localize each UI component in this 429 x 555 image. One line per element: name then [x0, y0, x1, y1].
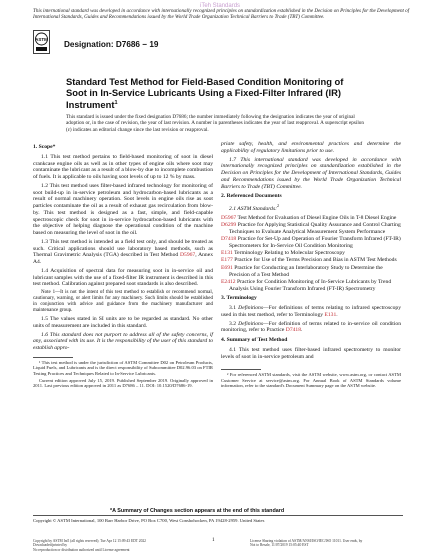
license-footer-left: Copyright by ASTM Int'l (all rights reserved); Tue Apr 12 15:09:43 EDT 2022 Downloaded/printed by No reproduction or distribution authorized until License agreement	[33, 539, 146, 552]
reference-item	[221, 257, 401, 264]
license-footer-right: License Sharing violation of ASTM/ANSI/ISO/IEC/ISO 11011. User ends, by Not to Resale, 11/07/2019 15:05:40 EST	[250, 539, 363, 548]
para-3-2-text: —For definition of terms related to in-service oil condition monitoring, refer to Practice	[221, 320, 402, 334]
scope-heading: 1. Scope*	[33, 144, 56, 150]
reference-item	[221, 279, 401, 293]
para-3-1: 3.1 Definitions—For definitions of terms relating to infrared spectroscopy used in this test method, refer to Terminology E131.	[221, 305, 401, 318]
para-2-1-text: 2.1 ASTM Standards:	[229, 205, 278, 212]
link-e131[interactable]: E131	[324, 311, 337, 318]
watermark: iTeh Standards	[200, 3, 241, 9]
footnote-1: ¹ This test method is under the jurisdiction of ASTM Committee D02 on Petroleum Products, Liquid Fuels, and Lubricants and is the direct responsibility of Subcommittee D02.96.03 on FTIR Testing Practices and Techniques Related to In-Service Lubricants.	[33, 359, 213, 376]
reference-list	[221, 215, 401, 293]
summary-heading: 4. Summary of Test Method	[221, 337, 288, 344]
para-3-2-num: 3.2	[229, 320, 239, 327]
reference-item	[221, 222, 401, 236]
para-1-4: 1.4 Acquisition of spectral data for measuring soot in in-service oil and lubricant samples with the use of a fixed-filter IR instrument is described in this test method. Calibration against prepared soot standards is also described.	[33, 267, 213, 288]
para-3-1-num: 3.1	[229, 305, 239, 312]
para-1-3	[33, 239, 213, 266]
footnote-divider	[33, 357, 73, 358]
para-4-1: 4.1 This test method uses filter-based infrared spectrometry to monitor levels of soot in in-service petroleum and	[221, 346, 401, 360]
summary-of-changes-note: *A Summary of Changes section appears at the end of this standard	[110, 508, 285, 514]
para-3-1-text: —For definitions of terms relating to infrared spectroscopy used in this test method, refer to Terminology	[221, 305, 401, 318]
reference-code[interactable]: E131	[221, 250, 233, 257]
para-1-7: 1.7 This international standard was developed in accordance with internationally recognized principles on standardization established in the Decision on Principles for the Development of International Standards, Guides and Recommendations issued by the World Trade Organization Technical Barriers to Trade (TBT) Committee.	[221, 156, 401, 190]
copyright-line: Copyright © ASTM International, 100 Barr Harbor Drive, PO Box C700, West Conshohocken, PA 19428-2959. United States	[33, 518, 265, 523]
reference-title: Test Method for Evaluation of Diesel Engine Oils in T-8 Diesel Engine	[236, 214, 397, 221]
reference-code[interactable]: D5967	[221, 214, 237, 221]
para-3-2-term: Definitions	[238, 320, 264, 327]
para-1-3-end: , Annex A4.	[33, 252, 213, 265]
reference-item	[221, 250, 401, 257]
para-1-3-text: 1.3 This test method is intended as a field test only, and should be treated as such. Critical applications should use laboratory based methods, such as Thermal Gravimetric Analysis (TGA) described in Test Method	[33, 238, 213, 259]
reference-code[interactable]: D6299	[221, 221, 237, 228]
title-text: Standard Test Method for Field-Based Condition Monitoring of Soot in In-Service Lubricants Using a Fixed-Filter Infrared (IR) Instrument	[66, 76, 344, 111]
reference-title: Terminology Relating to Molecular Spectroscopy	[232, 250, 345, 257]
reference-title: Practice for Condition Monitoring of In-Service Lubricants by Trend Analysis Using Fourier Transform Infrared (FT-IR) Spectrometry	[229, 278, 392, 292]
international-notice: This international standard was developed in accordance with internationally recognized principles on standardization established in the Decision on Principles for the Development of International Standards, Guides and Recommendations issued by the World Trade Organization Technical Barriers to Trade (TBT) Committee.	[33, 8, 410, 21]
designation-notice: This standard is issued under the fixed designation D7686; the number immediately following the designation indicates the year of original adoption or, in the case of revision, the year of last revision. A number in parentheses indicates the year of last reapproval. A superscript epsilon (ε) indicates an editorial change since the last revision or reapproval.	[66, 114, 364, 133]
reference-title: Practice for Use of the Terms Precision and Bias in ASTM Test Methods	[232, 257, 397, 264]
reference-title: Practice for Applying Statistical Quality Assurance and Control Charting Techniques to Evaluate Analytical Measurement System Performance	[229, 221, 401, 235]
astm-logo-icon	[33, 30, 50, 54]
terminology-heading: 3. Terminology	[221, 295, 257, 302]
link-d5967[interactable]: D5967	[179, 252, 196, 259]
reference-code[interactable]: D7418	[221, 236, 237, 243]
document-title	[66, 76, 366, 110]
para-1-1: 1.1 This test method pertains to field-based monitoring of soot in diesel crankcase engine oils as well as in other types of engine oils where soot may contaminate the lubricant as a result of a blow-by due to incomplete combustion of fuels. It is applicable to oils having soot levels of up to 12 % by mass.	[33, 153, 213, 180]
referenced-documents-heading: 2. Referenced Documents	[221, 193, 282, 200]
page-number: 1	[212, 537, 215, 543]
para-1-2: 1.2 This test method uses filter-based infrared technology for monitoring of soot build-up in in-service petroleum and hydrocarbon-based lubricants as a result of normal machinery operation. Soot levels in engine oils rise as soot particles contaminate the oil as a result of exhaust gas recirculation from blow-by. This test method is designed as a fast, simple, and field-capable spectroscopic check for soot in in-service hydrocarbon-based lubricants with the objective of helping diagnose the operational condition of the machine based on measuring the level of soot in the oil.	[33, 182, 213, 236]
footer-rule	[33, 515, 403, 516]
reference-code[interactable]: E2412	[221, 278, 236, 285]
para-1-6-continued: priate safety, health, and environmental practices and determine the applicability of regulatory limitations prior to use.	[221, 141, 401, 154]
footnote-1-edition: Current edition approved July 15, 2019. Published September 2019. Originally approved in 2011. Last previous edition approved in 2011 as D7686 – 11. DOI: 10.1520/D7686-19.	[33, 377, 213, 389]
reference-title: Practice for Set-Up and Operation of Fourier Transform Infrared (FT-IR) Spectrometers for In-Service Oil Condition Monitoring	[229, 236, 401, 249]
note-1: Note 1—It is not the intent of this test method to establish or recommend normal, cautionary, warning, or alert limits for any machinery. Such limits should be established in conjunction with advice and guidance from the machinery manufacturer and maintenance group.	[33, 290, 213, 313]
para-1-6: 1.6 This standard does not purport to address all of the safety concerns, if any, associated with its use. It is the responsibility of the user of this standard to establish appro-	[33, 331, 213, 351]
reference-item	[221, 236, 401, 250]
para-2-1	[221, 203, 401, 213]
reference-code[interactable]: E691	[221, 264, 233, 271]
left-column	[33, 141, 213, 391]
reference-title: Practice for Conducting an Interlaboratory Study to Determine the Precision of a Test Method	[229, 264, 383, 278]
svg-text:ASTM: ASTM	[35, 37, 48, 42]
right-column	[221, 141, 401, 391]
para-1-5: 1.5 The values stated in SI units are to be regarded as standard. No other units of measurement are included in this standard.	[33, 316, 213, 329]
reference-code[interactable]: E177	[221, 257, 233, 264]
reference-item	[221, 265, 401, 279]
para-3-2: 3.2 Definitions—For definition of terms related to in-service oil condition monitoring, refer to Practice D7418.	[221, 320, 402, 334]
designation: Designation: D7686 − 19	[64, 40, 159, 49]
reference-item	[221, 215, 401, 222]
footnote-2-marker: 2	[277, 203, 280, 208]
para-3-1-term: Definitions	[238, 305, 264, 312]
title-footnote-marker: 1	[114, 100, 118, 106]
footnote-2: ² For referenced ASTM standards, visit the ASTM website, www.astm.org, or contact ASTM Customer Service at service@astm.org. For Annual Book of ASTM Standards volume information, refer to the standard's Document Summary page on the ASTM website.	[221, 372, 401, 389]
footnote-divider-right	[221, 369, 261, 370]
link-d7418[interactable]: D7418	[285, 327, 302, 334]
